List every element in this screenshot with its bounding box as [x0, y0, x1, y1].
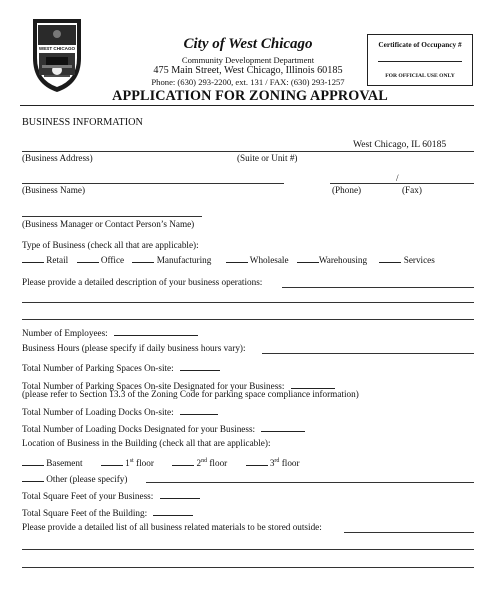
- floor1-number: 1: [125, 458, 130, 468]
- loading-designated-field[interactable]: [261, 422, 305, 432]
- wholesale-label: Wholesale: [249, 255, 289, 265]
- hours-label: Business Hours (please specify if daily business hours vary):: [22, 343, 246, 353]
- floor1-checkbox[interactable]: [101, 456, 123, 466]
- fax-separator: /: [396, 173, 399, 183]
- floor3-number: 3: [269, 458, 275, 468]
- city-address: 475 Main Street, West Chicago, Illinois 60185: [153, 65, 343, 76]
- description-field-line-2[interactable]: [22, 302, 474, 303]
- certificate-title: Certificate of Occupancy #: [378, 40, 462, 49]
- city-state-zip: West Chicago, IL 60185: [353, 139, 447, 150]
- location-options: [22, 456, 300, 469]
- business-type-options: [22, 253, 435, 266]
- logo-text: WEST CHICAGO: [38, 46, 76, 51]
- sqft-building-field[interactable]: [153, 506, 193, 516]
- floor3-word: floor: [281, 458, 300, 468]
- parking-total-field[interactable]: [180, 361, 220, 371]
- fax-label: (Fax): [402, 185, 422, 195]
- suite-label: (Suite or Unit #): [237, 153, 298, 163]
- retail-label: Retail: [46, 255, 69, 265]
- parking-total-label: Total Number of Parking Spaces On-site:: [22, 363, 174, 373]
- sqft-business-label: Total Square Feet of your Business:: [22, 491, 154, 501]
- phone-label: (Phone): [332, 185, 362, 195]
- basement-label: Basement: [46, 458, 83, 468]
- sqft-building-label: Total Square Feet of the Building:: [22, 508, 148, 518]
- city-logo: [28, 14, 86, 94]
- manager-name-field[interactable]: [22, 216, 202, 217]
- loading-total-row: [22, 405, 218, 418]
- manufacturing-label: Manufacturing: [156, 255, 212, 265]
- city-name: City of West Chicago: [183, 36, 313, 52]
- other-specify-field[interactable]: [146, 482, 474, 483]
- business-type-label: Type of Business (check all that are applicable):: [22, 240, 199, 250]
- hours-field[interactable]: [262, 353, 474, 354]
- floor1-suffix: st: [129, 457, 134, 464]
- phone-fax-line: Phone: (630) 293-2200, ext. 131 / FAX: (630) 293-1257: [151, 77, 345, 87]
- city-seal-icon: [28, 14, 86, 94]
- description-field-line-1[interactable]: [282, 287, 474, 288]
- business-address-field[interactable]: [22, 151, 474, 152]
- basement-checkbox[interactable]: [22, 456, 44, 466]
- section-title: BUSINESS INFORMATION: [22, 117, 143, 128]
- sqft-business-row: [22, 489, 200, 502]
- other-row: [22, 472, 127, 485]
- materials-field-line-2[interactable]: [22, 549, 474, 550]
- materials-field-line-1[interactable]: [344, 532, 474, 533]
- header-rule: [20, 105, 474, 106]
- services-label: Services: [403, 255, 435, 265]
- office-label: Office: [100, 255, 125, 265]
- floor3-suffix: rd: [274, 457, 280, 464]
- services-checkbox[interactable]: [379, 253, 401, 263]
- floor2-checkbox[interactable]: [172, 456, 194, 466]
- parking-designated-field[interactable]: [291, 379, 335, 389]
- sqft-building-row: [22, 506, 193, 519]
- parking-total-row: [22, 361, 220, 374]
- other-checkbox[interactable]: [22, 472, 44, 482]
- manager-label: (Business Manager or Contact Person’s Name): [22, 219, 195, 229]
- loading-designated-label: Total Number of Loading Docks Designated for your Business:: [22, 424, 256, 434]
- location-label: Location of Business in the Building (check all that are applicable):: [22, 438, 271, 448]
- description-label: Please provide a detailed description of your business operations:: [22, 277, 263, 287]
- loading-designated-row: [22, 422, 305, 435]
- materials-field-line-3[interactable]: [22, 567, 474, 568]
- department-name: Community Development Department: [181, 55, 315, 65]
- loading-total-field[interactable]: [180, 405, 218, 415]
- parking-designated-label: Total Number of Parking Spaces On-site Designated for your Business:: [22, 381, 285, 391]
- other-label: Other (please specify): [46, 474, 128, 484]
- business-address-label: (Business Address): [22, 153, 93, 163]
- floor2-number: 2: [196, 458, 202, 468]
- employees-label: Number of Employees:: [22, 328, 108, 338]
- certificate-number-field[interactable]: [378, 61, 462, 62]
- loading-total-label: Total Number of Loading Docks On-site:: [22, 407, 174, 417]
- sqft-business-field[interactable]: [160, 489, 200, 499]
- retail-checkbox[interactable]: [22, 253, 44, 263]
- business-name-label: (Business Name): [22, 185, 86, 195]
- business-name-field[interactable]: [22, 183, 284, 184]
- description-field-line-3[interactable]: [22, 319, 474, 320]
- employees-row: [22, 326, 198, 339]
- warehousing-label: Warehousing: [318, 255, 368, 265]
- parking-note: (please refer to Section 13.3 of the Zoning Code for parking space compliance information): [22, 389, 359, 399]
- official-use-note: FOR OFFICIAL USE ONLY: [385, 73, 455, 79]
- floor1-word: floor: [136, 458, 154, 468]
- warehousing-checkbox[interactable]: [297, 253, 319, 263]
- application-title: APPLICATION FOR ZONING APPROVAL: [112, 88, 388, 104]
- floor2-suffix: nd: [201, 457, 208, 464]
- employees-field[interactable]: [114, 326, 198, 336]
- phone-fax-field[interactable]: [330, 183, 474, 184]
- floor2-word: floor: [209, 458, 228, 468]
- materials-label: Please provide a detailed list of all business related materials to be stored outside:: [22, 522, 322, 532]
- floor3-checkbox[interactable]: [246, 456, 268, 466]
- wholesale-checkbox[interactable]: [226, 253, 248, 263]
- certificate-box: [367, 34, 473, 86]
- office-checkbox[interactable]: [77, 253, 99, 263]
- manufacturing-checkbox[interactable]: [132, 253, 154, 263]
